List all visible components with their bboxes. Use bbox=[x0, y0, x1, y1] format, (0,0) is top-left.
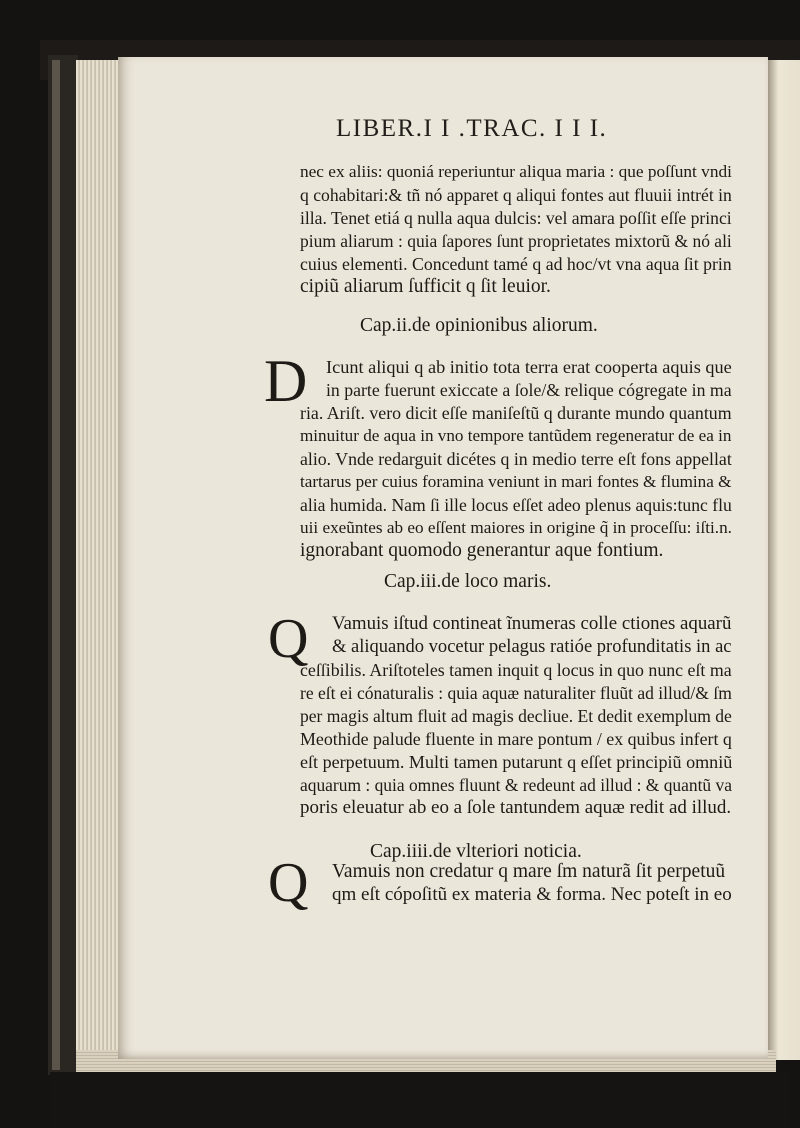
text-line: re eſt ei cónaturalis : quia aquæ naturaliter fluũt ad illud/& ſm bbox=[300, 683, 732, 703]
text-line: & aliquando vocetur pelagus ratióe profunditatis in ac bbox=[332, 636, 732, 657]
text-line: in parte fuerunt exiccate a ſole/& relique cógregate in ma bbox=[326, 380, 732, 400]
text-line: cuius elementi. Concedunt tamé q ad hoc/vt vna aqua ſit prin bbox=[300, 254, 732, 274]
chapter-iiii-heading: Cap.iiii.de vlteriori noticia. bbox=[370, 841, 582, 862]
text-line: alio. Vnde redarguit dicétes q in medio terre eſt fons appellat bbox=[300, 449, 732, 469]
text-line: Icunt aliqui q ab initio tota terra erat cooperta aquis que bbox=[326, 357, 732, 377]
text-line: ignorabant quomodo generantur aque fontium. bbox=[300, 540, 664, 561]
text-line: qm eſt cópoſitũ ex materia & forma. Nec poteſt in eo bbox=[332, 884, 732, 905]
text-line: q cohabitari:& tñ nó apparet q aliqui fontes aut fluuii intrét in bbox=[300, 185, 732, 205]
text-line: Vamuis non credatur q mare ſm naturã ſit perpetuũ bbox=[332, 861, 726, 882]
book-page bbox=[118, 57, 768, 1059]
text-line: aquarum : quia omnes fluunt & redeunt ad illud : & quantũ va bbox=[300, 775, 732, 795]
page-stack-right bbox=[764, 60, 800, 1060]
initial-letter-d: D bbox=[264, 348, 308, 414]
text-line: per magis altum fluit ad magis decliue. Et dedit exemplum de bbox=[300, 706, 732, 726]
text-line: cipiũ aliarum ſufficit q ſit leuior. bbox=[300, 276, 551, 297]
text-line: poris eleuatur ab eo a ſole tantundem aquæ redit ad illud. bbox=[300, 797, 732, 818]
text-line: uii exeũntes ab eo eſſent maiores in origine q̃ in proceſſu: iſti.n. bbox=[300, 518, 732, 537]
running-header: LIBER.I I .TRAC. I I I. bbox=[336, 115, 608, 142]
text-line: minuitur de aqua in vno tempore tantũdem regeneratur de ea in bbox=[300, 426, 732, 445]
chapter-iii-heading: Cap.iii.de loco maris. bbox=[384, 571, 552, 592]
text-line: Vamuis iſtud contineat ĩnumeras colle ctiones aquarũ bbox=[332, 613, 732, 634]
chapter-ii-heading: Cap.ii.de opinionibus aliorum. bbox=[360, 315, 598, 336]
text-line: ria. Ariſt. vero dicit eſſe maniſeſtũ q durante mundo quantum bbox=[300, 403, 732, 423]
text-line: Meothide palude fluente in mare pontum / ex quibus infert q bbox=[300, 729, 732, 749]
text-line: illa. Tenet etiá q nulla aqua dulcis: vel amara poſſit eſſe princi bbox=[300, 208, 732, 228]
text-line: ceſſibilis. Ariſtoteles tamen inquit q locus in quo nunc eſt ma bbox=[300, 660, 732, 680]
initial-letter-q: Q bbox=[268, 608, 309, 670]
binding-strip bbox=[52, 60, 60, 1070]
initial-letter-q: Q bbox=[268, 852, 309, 914]
book-cover-bottom bbox=[50, 1072, 790, 1128]
text-line: nec ex aliis: quoniá reperiuntur aliqua maria : que poſſunt vndi bbox=[300, 162, 732, 181]
text-line: pium aliarum : quia ſapores ſunt proprietates mixtorũ & nó ali bbox=[300, 231, 732, 251]
text-line: alia humida. Nam ſi ille locus eſſet adeo plenus aquis:tunc flu bbox=[300, 495, 732, 515]
text-line: tartarus per cuius foramina veniunt in mari fontes & flumina & bbox=[300, 472, 732, 491]
text-line: eſt perpetuum. Multi tamen putarunt q eſſet principiũ omniũ bbox=[300, 752, 733, 772]
